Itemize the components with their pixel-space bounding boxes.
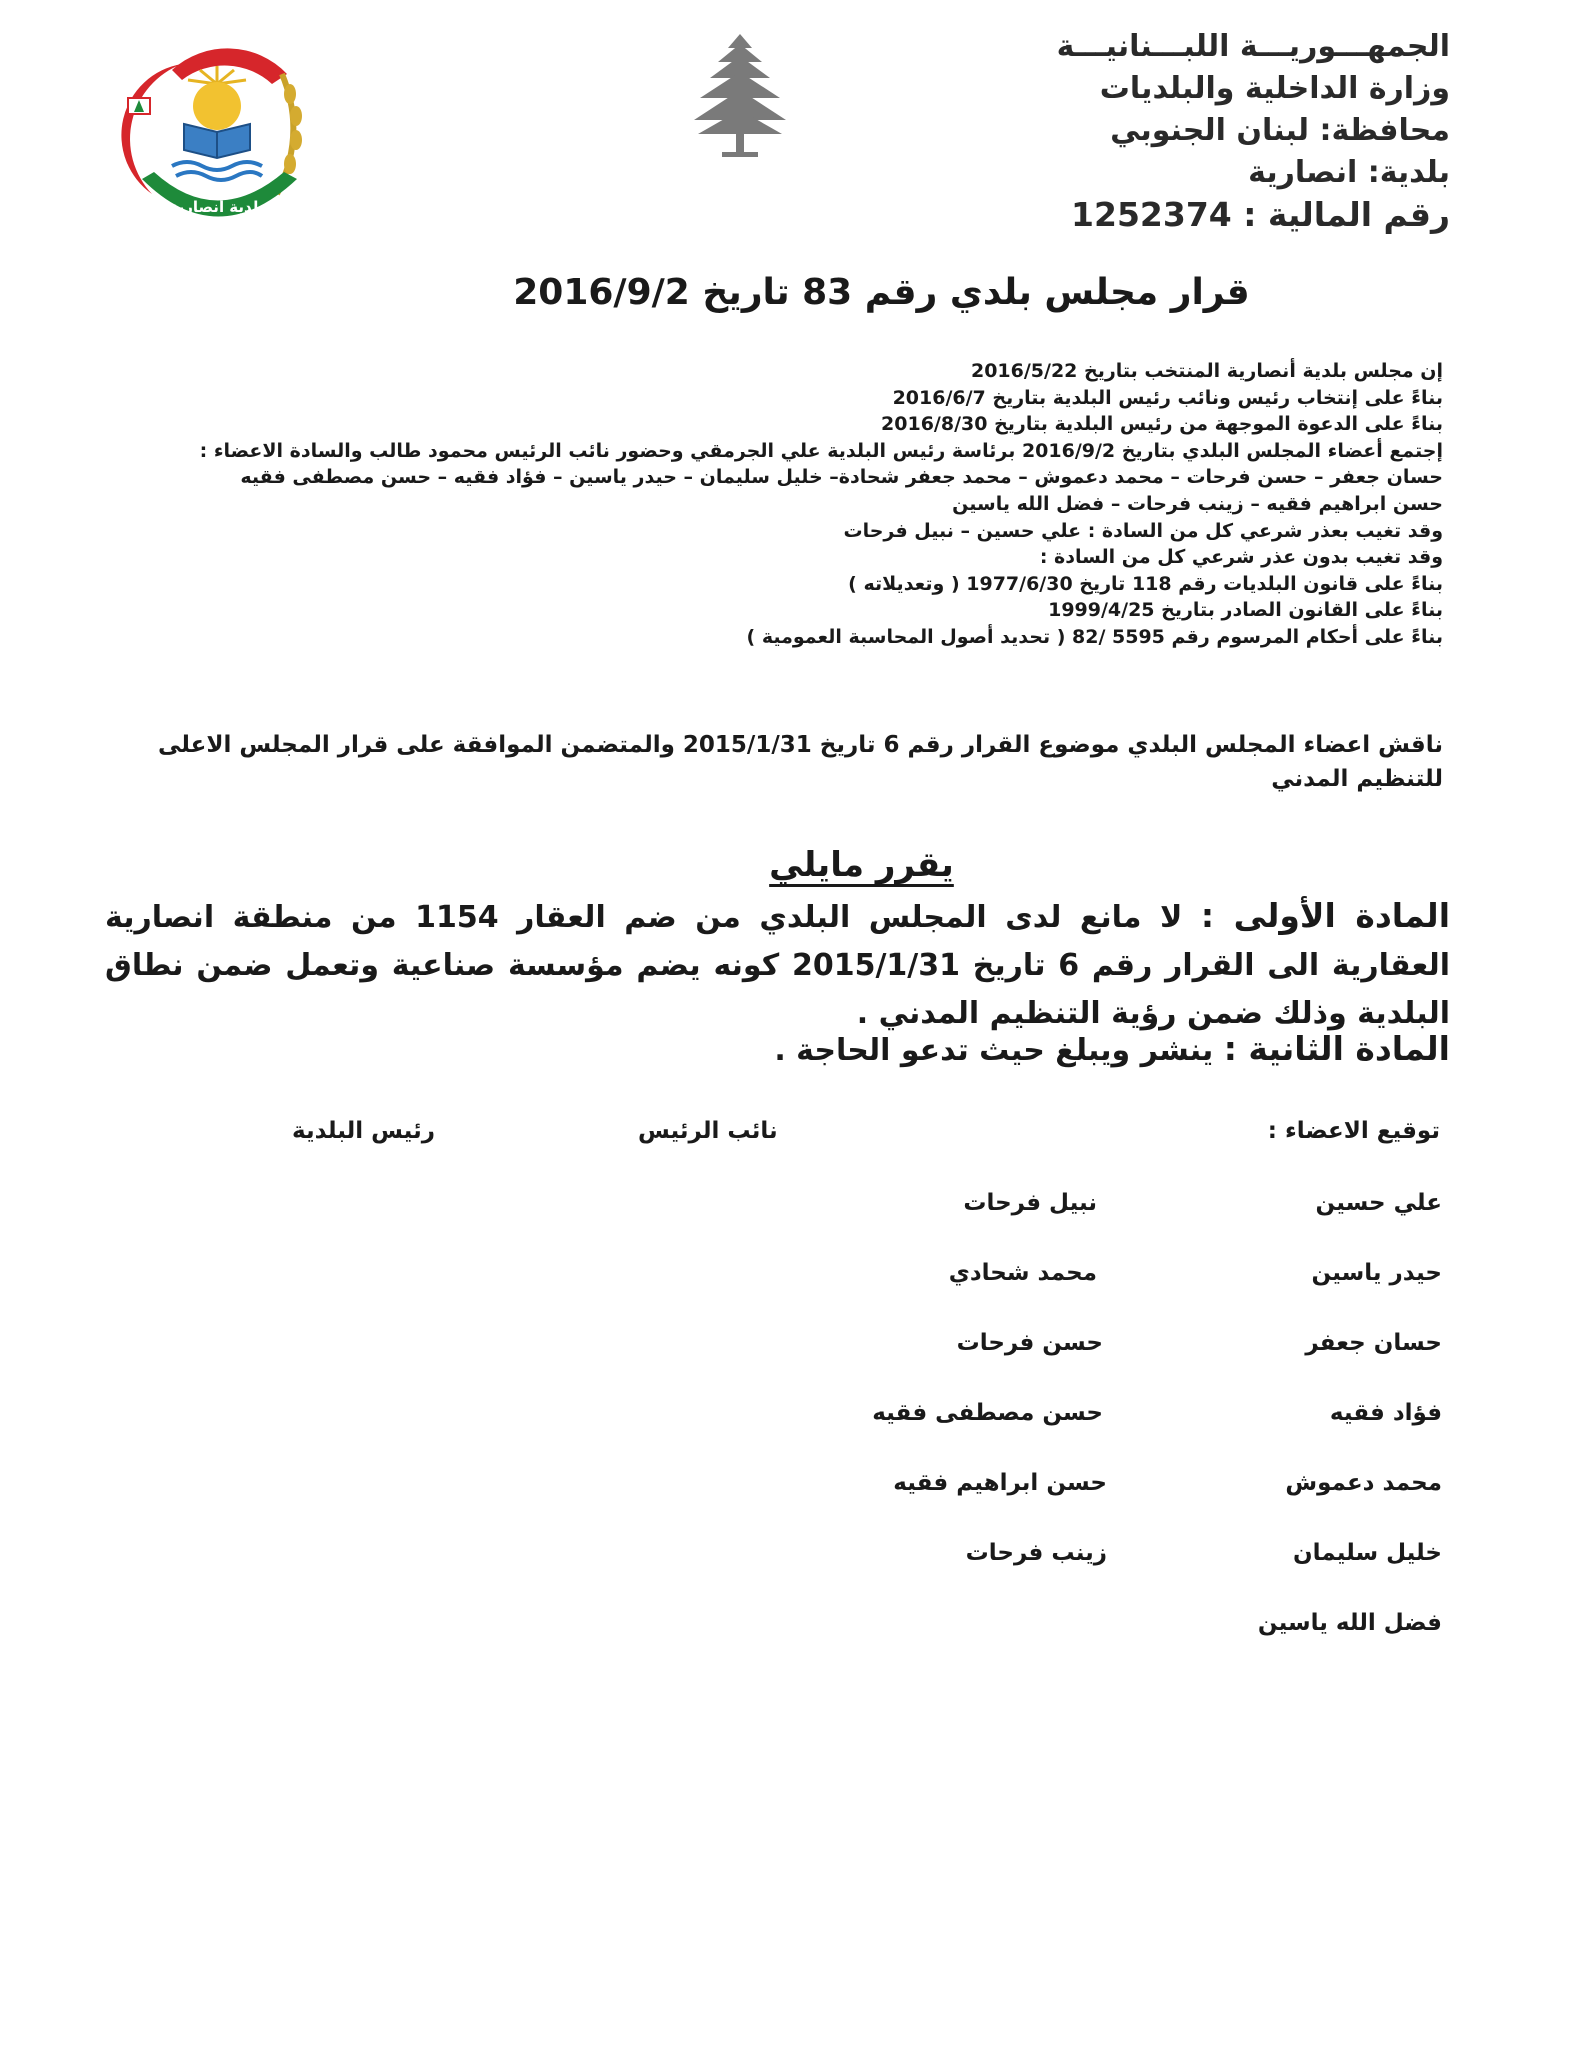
article-2 [105, 1025, 1450, 1075]
article-2-text: ينشر ويبلغ حيث تدعو الحاجة . [774, 1033, 1214, 1068]
preamble [193, 358, 1443, 651]
decision-title [0, 272, 1583, 313]
preamble-line: بناءً على الدعوة الموجهة من رئيس البلدية بتاريخ 2016/8/30 [881, 413, 1443, 436]
municipality-logo [112, 44, 322, 234]
preamble-line: بناءً على إنتخاب رئيس ونائب رئيس البلدية بتاريخ 2016/6/7 [892, 386, 1443, 409]
vice-president-label: نائب الرئيس [638, 1118, 778, 1144]
article-2-label: المادة الثانية : [1223, 1029, 1450, 1068]
member-signature: زينب فرحات [965, 1540, 1107, 1566]
member-signature: حسن فرحات [956, 1330, 1103, 1356]
preamble-line: وقد تغيب بدون عذر شرعي كل من السادة : [1039, 546, 1443, 569]
member-signature: فضل الله ياسين [1257, 1610, 1442, 1636]
issuer-header [1056, 26, 1450, 236]
member-signature: فؤاد فقيه [1329, 1400, 1442, 1426]
preamble-line: بناءً على أحكام المرسوم رقم 5595 /82 ( تحديد أصول المحاسبة العمومية ) [746, 625, 1443, 648]
republic-name: الجمهـــوريـــة اللبـــنانيـــة [1056, 29, 1450, 64]
article-1-label: المادة الأولى : [1200, 896, 1451, 935]
preamble-line: حسان جعفر – حسن فرحات – محمد دعموش – محمد جعفر شحادة– خليل سليمان – حيدر ياسين – فؤاد فقيه – حسن مصطفى فقيه [240, 466, 1443, 489]
decides-heading-text: يقرر مايلي [769, 845, 954, 885]
financial-number: رقم المالية : 1252374 [1071, 195, 1450, 234]
discussion-paragraph: ناقش اعضاء المجلس البلدي موضوع القرار رقم 6 تاريخ 2015/1/31 والمتضمن الموافقة على قرار المجلس الاعلى للتنظيم المدني [157, 732, 1443, 792]
preamble-line: وقد تغيب بعذر شرعي كل من السادة : علي حسين – نبيل فرحات [843, 519, 1443, 542]
article-1 [105, 892, 1450, 1038]
member-signature: خليل سليمان [1293, 1540, 1442, 1566]
preamble-line: حسن ابراهيم فقيه – زينب فرحات – فضل الله ياسين [952, 492, 1443, 515]
member-signature: محمد شحادي [948, 1260, 1097, 1286]
preamble-line: بناءً على القانون الصادر بتاريخ 1999/4/25 [1048, 599, 1443, 622]
article-1-text: لا مانع لدى المجلس البلدي من ضم العقار 1154 من منطقة انصارية العقارية الى القرار رقم 6 تاريخ 2015/1/31 كونه يضم مؤسسة صناعية وتعمل ضمن نطاق البلدية وذلك ضمن رؤية التنظيم المدني . [105, 900, 1450, 1031]
member-signature: محمد دعموش [1285, 1470, 1442, 1496]
svg-text:بلدية أنصارية: بلدية أنصارية [169, 198, 265, 216]
decides-heading [0, 845, 1583, 885]
member-signature: حسن ابراهيم فقيه [893, 1470, 1107, 1496]
president-label: رئيس البلدية [292, 1118, 435, 1144]
preamble-line: بناءً على قانون البلديات رقم 118 تاريخ 1977/6/30 ( وتعديلاته ) [848, 572, 1443, 595]
member-signature: حيدر ياسين [1311, 1260, 1442, 1286]
preamble-line: إن مجلس بلدية أنصارية المنتخب بتاريخ 2016/5/22 [970, 360, 1443, 382]
governorate-name: محافظة: لبنان الجنوبي [1110, 113, 1450, 148]
cedar-emblem [688, 30, 792, 162]
ministry-name: وزارة الداخلية والبلديات [1099, 71, 1450, 106]
member-signature: حسن مصطفى فقيه [872, 1400, 1103, 1426]
decision-title-text: قرار مجلس بلدي رقم 83 تاريخ 2016/9/2 [513, 272, 1250, 313]
member-signature: حسان جعفر [1305, 1330, 1442, 1356]
member-signature: نبيل فرحات [963, 1190, 1097, 1216]
preamble-line: إجتمع أعضاء المجلس البلدي بتاريخ 2016/9/2 برئاسة رئيس البلدية علي الجرمقي وحضور نائب الرئيس محمود طالب والسادة الاعضاء : [199, 439, 1443, 462]
members-signature-label: توقيع الاعضاء : [1267, 1118, 1440, 1144]
member-signature: علي حسين [1315, 1190, 1442, 1216]
municipality-name: بلدية: انصارية [1248, 155, 1450, 190]
